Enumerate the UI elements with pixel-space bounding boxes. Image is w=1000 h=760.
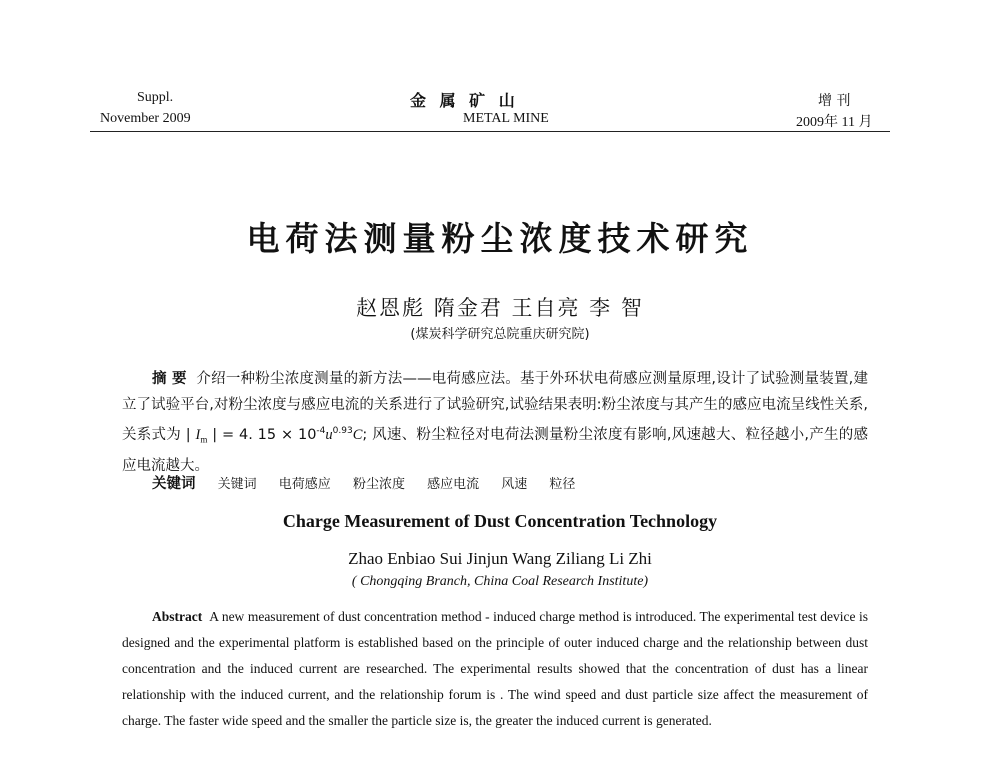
abstract-zh-label: 摘 要 (152, 371, 187, 387)
keyword-item: 风速 (501, 477, 528, 492)
abstract-en-label: Abstract (152, 609, 203, 624)
journal-supplement-zh: 增 刊 (818, 93, 851, 109)
abstract-zh: 摘 要 介绍一种粉尘浓度测量的新方法——电荷感应法。基于外环状电荷感应测量原理,设计了试验测量装置,建立了试验平台,对粉尘浓度与感应电流的关系进行了试验研究,试验结果表明:粉尘浓度与其产生的感应电流呈线性关系,关系式为 | $I_m$ | = 4. $15 \times 10^{-4}u^{0.93}C$; 风速、粉尘粒径对电荷法测量粉尘浓度有影响,风速越大、粒径越小,产生的感应电流越大。 (122, 371, 869, 474)
keywords-zh (152, 472, 593, 493)
paper-title-zh: 电荷法测量粉尘浓度技术研究 (246, 219, 754, 258)
keyword-item: 关键词 (217, 477, 257, 492)
authors-zh: 赵恩彪 隋金君 王自亮 李 智 (356, 296, 644, 320)
journal-issue-date-zh: 2009年 11 月 (796, 115, 873, 130)
journal-name-en: METAL MINE (463, 111, 549, 126)
keyword-item: 粉尘浓度 (352, 477, 405, 492)
affiliation-zh: (煤炭科学研究总院重庆研究院) (410, 327, 590, 342)
paper-title-en: Charge Measurement of Dust Concentration Technology (282, 511, 718, 531)
affiliation-en: ( Chongqing Branch, China Coal Research Institute) (351, 574, 649, 589)
abstract-en: Abstract A new measurement of dust concentration method - induced charge method is introduced. The experimental test device is designed and the experimental platform is established based on the principle of outer induced charge and the relationship between dust concentration and the induced current are researched. The experimental results showed that the concentration of dust has a linear relationship with the induced current, and the relationship forum is . The wind speed and dust particle size affect the measurement of charge. The faster wide speed and the smaller the particle size is, the greater the induced current is generated. (122, 609, 869, 728)
journal-name-zh: 金 属 矿 山 (410, 91, 519, 110)
keyword-item: 电荷感应 (278, 477, 331, 492)
keyword-item: 粒径 (549, 477, 576, 492)
journal-issue-date-en: November 2009 (100, 111, 191, 126)
keyword-item: 感应电流 (427, 477, 480, 492)
header-rule (90, 131, 890, 132)
keywords-zh-label: 关键词 (152, 476, 196, 492)
journal-suppl-label: Suppl. (137, 90, 174, 105)
authors-en: Zhao Enbiao Sui Jinjun Wang Ziliang Li Zhi (348, 549, 652, 568)
